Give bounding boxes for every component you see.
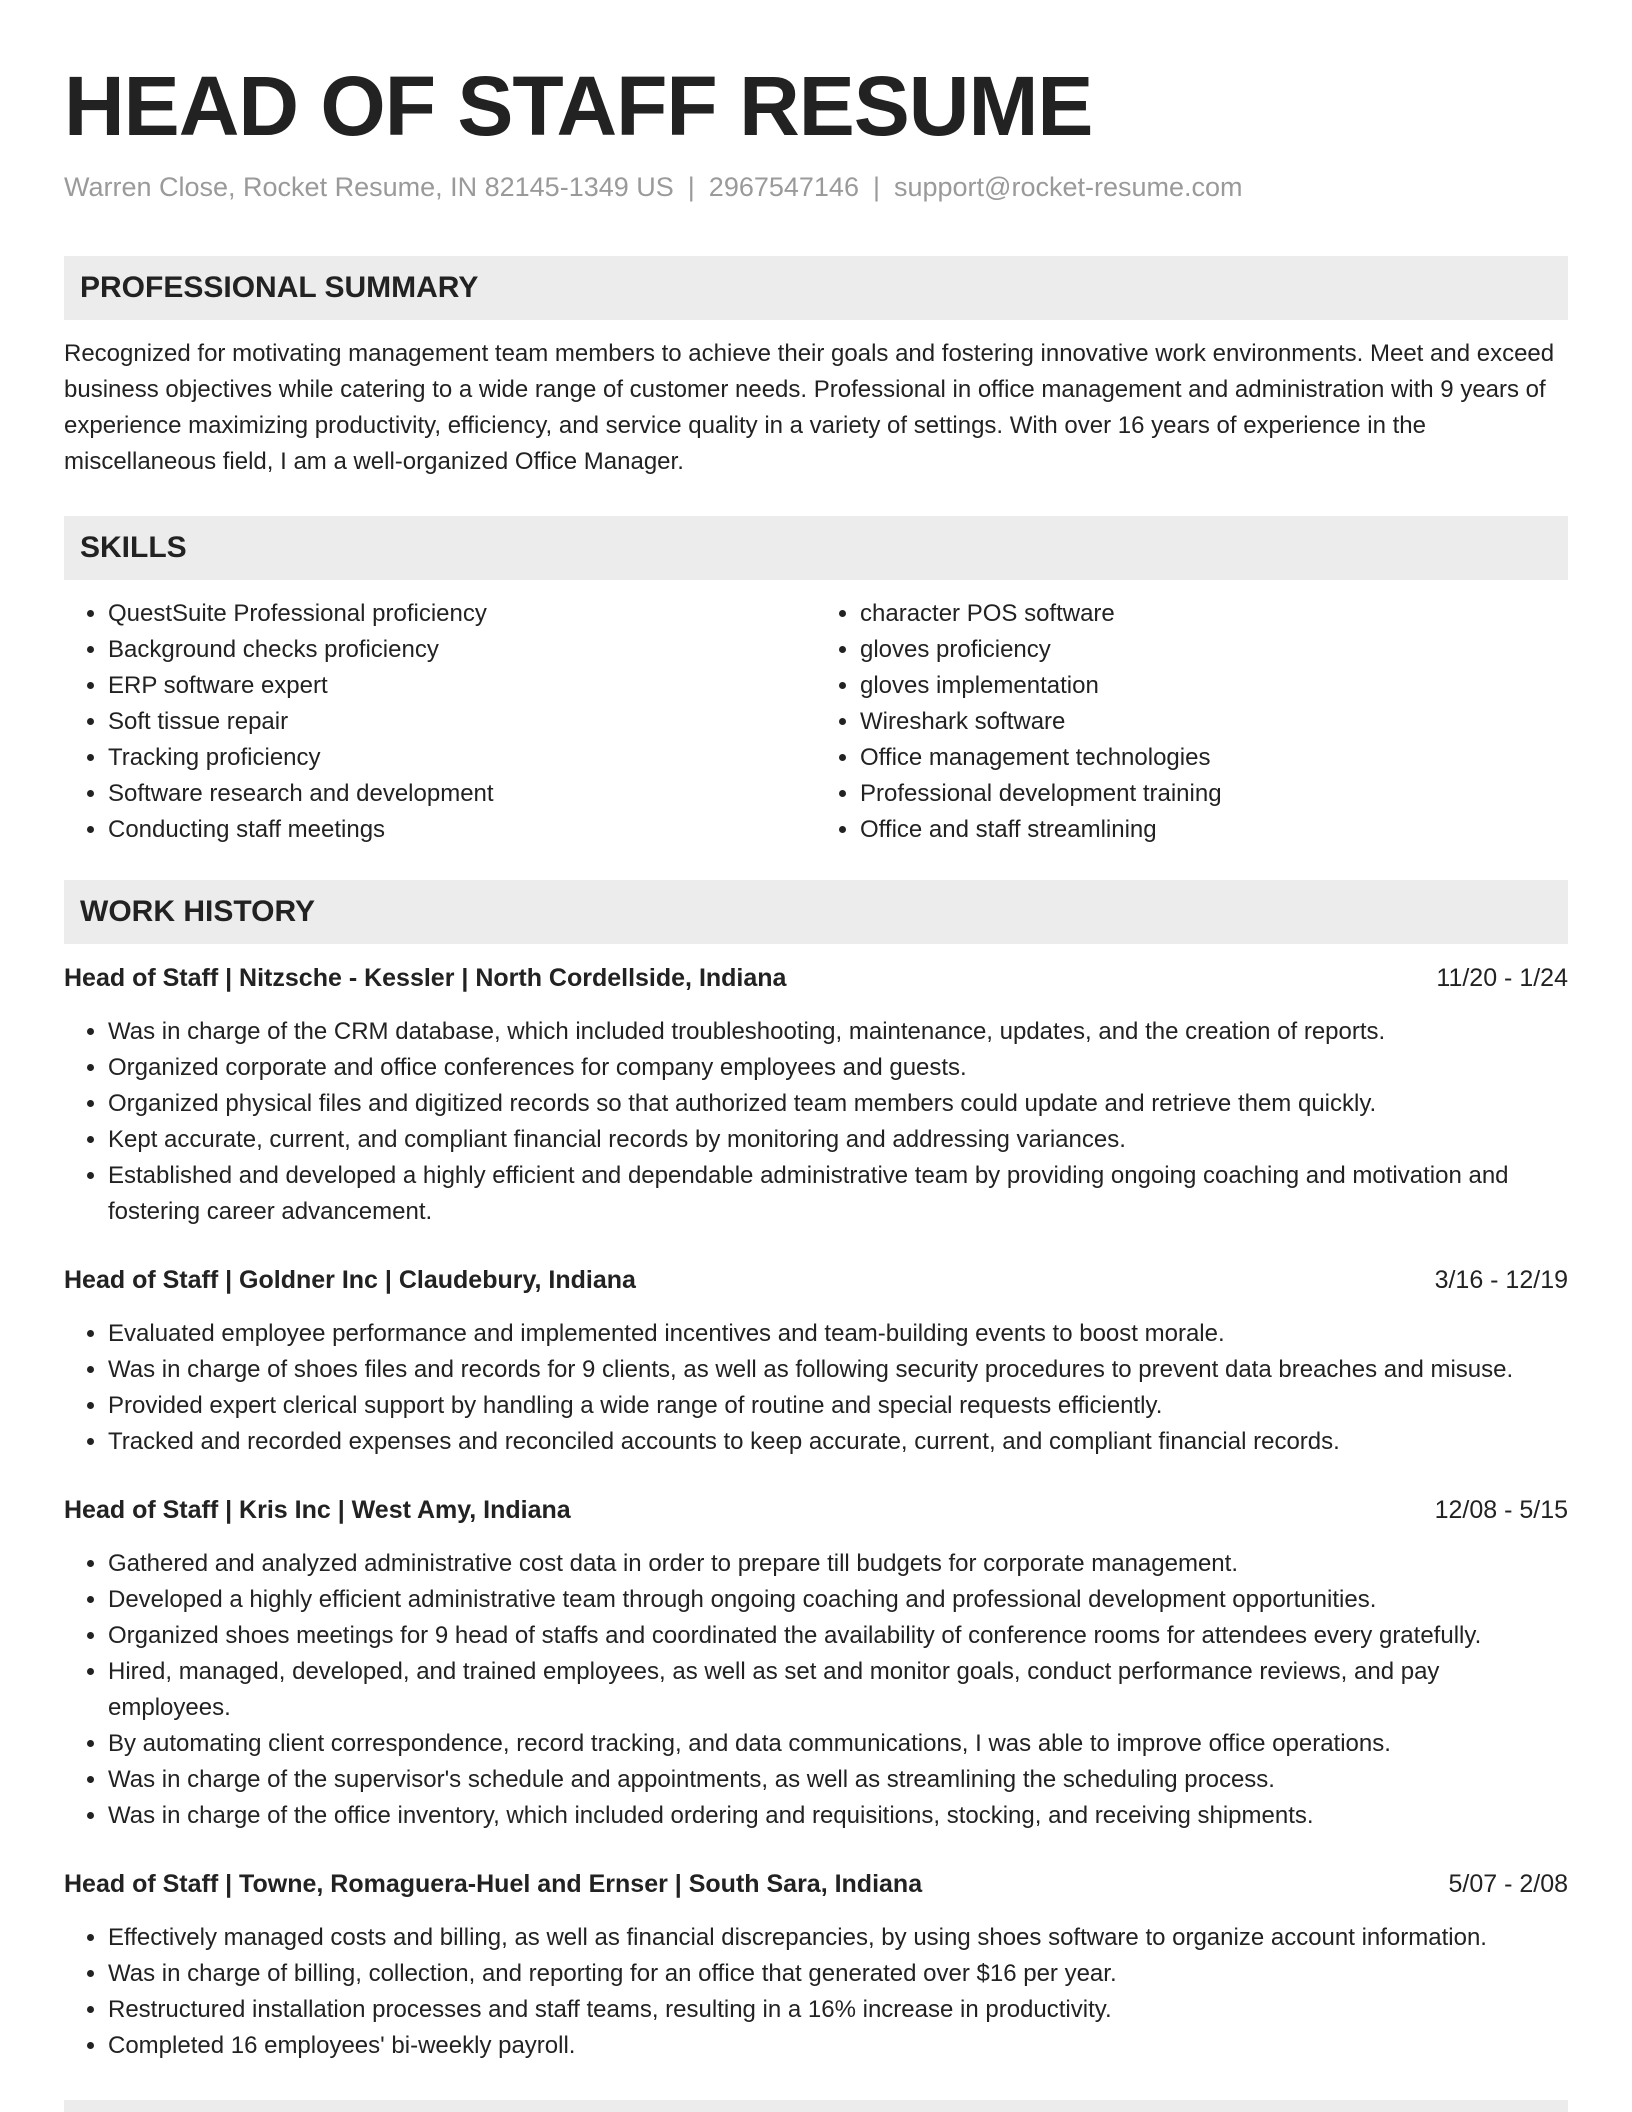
skill-item: • Software research and development	[108, 776, 816, 812]
job-bullet: • Provided expert clerical support by handling a wide range of routine and special requests efficiently.	[108, 1388, 1568, 1424]
job-title: Head of Staff | Kris Inc | West Amy, Indiana	[64, 1496, 571, 1524]
skills-heading: SKILLS	[64, 516, 1568, 580]
skill-item: • gloves implementation	[860, 668, 1568, 704]
skills-list	[64, 596, 1568, 848]
work-history-heading: WORK HISTORY	[64, 880, 1568, 944]
job-entry	[64, 1866, 1568, 2064]
resume-title: HEAD OF STAFF RESUME	[64, 59, 1093, 153]
summary-text: Recognized for motivating management team members to achieve their goals and fostering innovative work environments. Meet and exceed business objectives while catering to a wide range of customer needs. Professional in office management and administration with 9 years of experience maximizing productivity, efficiency, and service quality in a variety of settings. With over 16 years of experience in the miscellaneous field, I am a well-organized Office Manager.	[64, 340, 1555, 475]
skill-item: • ERP software expert	[108, 668, 816, 704]
job-header	[64, 1262, 1568, 1298]
skill-item: • Office management technologies	[860, 740, 1568, 776]
job-bullet: • Kept accurate, current, and compliant financial records by monitoring and addressing variances.	[108, 1122, 1568, 1158]
job-dates: 5/07 - 2/08	[1448, 1870, 1568, 1898]
skills-column-right	[816, 596, 1568, 848]
skills-column-left	[64, 596, 816, 848]
job-header	[64, 960, 1568, 996]
job-bullets	[64, 1546, 1568, 1834]
skill-item: • Wireshark software	[860, 704, 1568, 740]
job-bullet: • Was in charge of the supervisor's schedule and appointments, as well as streamlining the scheduling process.	[108, 1762, 1568, 1798]
job-entry	[64, 960, 1568, 1230]
contact-separator: |	[687, 172, 695, 202]
summary-heading: PROFESSIONAL SUMMARY	[64, 256, 1568, 320]
job-title: Head of Staff | Goldner Inc | Claudebury, Indiana	[64, 1266, 636, 1294]
skill-item: • QuestSuite Professional proficiency	[108, 596, 816, 632]
job-bullet: • Organized shoes meetings for 9 head of staffs and coordinated the availability of conference rooms for attendees every gratefully.	[108, 1618, 1568, 1654]
job-bullets	[64, 1920, 1568, 2064]
job-bullet: • Evaluated employee performance and implemented incentives and team-building events to boost morale.	[108, 1316, 1568, 1352]
job-bullet: • Effectively managed costs and billing, as well as financial discrepancies, by using shoes software to organize account information.	[108, 1920, 1568, 1956]
job-bullet: • Hired, managed, developed, and trained employees, as well as set and monitor goals, conduct performance reviews, and pay employees.	[108, 1654, 1568, 1726]
job-entry	[64, 1262, 1568, 1460]
job-bullet: • Was in charge of billing, collection, and reporting for an office that generated over $16 per year.	[108, 1956, 1568, 1992]
job-bullet: • Developed a highly efficient administrative team through ongoing coaching and professional development opportunities.	[108, 1582, 1568, 1618]
job-bullet: • Completed 16 employees' bi-weekly payroll.	[108, 2028, 1568, 2064]
skill-item: • character POS software	[860, 596, 1568, 632]
job-dates: 3/16 - 12/19	[1434, 1266, 1568, 1294]
skill-item: • Office and staff streamlining	[860, 812, 1568, 848]
job-bullet: • Established and developed a highly efficient and dependable administrative team by providing ongoing coaching and motivation and fostering career advancement.	[108, 1158, 1568, 1230]
job-title: Head of Staff | Nitzsche - Kessler | North Cordellside, Indiana	[64, 964, 787, 992]
skill-item: • gloves proficiency	[860, 632, 1568, 668]
contact-separator: |	[872, 172, 880, 202]
job-bullet: • Tracked and recorded expenses and reconciled accounts to keep accurate, current, and compliant financial records.	[108, 1424, 1568, 1460]
skill-item: • Background checks proficiency	[108, 632, 816, 668]
job-bullet: • Organized physical files and digitized records so that authorized team members could update and retrieve them quickly.	[108, 1086, 1568, 1122]
job-bullet: • Was in charge of the office inventory, which included ordering and requisitions, stocking, and receiving shipments.	[108, 1798, 1568, 1834]
contact-email[interactable]: support@rocket-resume.com	[893, 172, 1243, 202]
next-section-heading-bar	[64, 2100, 1568, 2112]
job-bullet: • Gathered and analyzed administrative cost data in order to prepare till budgets for corporate management.	[108, 1546, 1568, 1582]
job-entry	[64, 1492, 1568, 1834]
job-bullet: • Was in charge of shoes files and records for 9 clients, as well as following security procedures to prevent data breaches and misuse.	[108, 1352, 1568, 1388]
job-bullets	[64, 1316, 1568, 1460]
skill-item: • Tracking proficiency	[108, 740, 816, 776]
contact-line	[64, 170, 1568, 204]
contact-phone: 2967547146	[708, 172, 859, 202]
job-bullets	[64, 1014, 1568, 1230]
skill-item: • Professional development training	[860, 776, 1568, 812]
job-bullet: • Was in charge of the CRM database, which included troubleshooting, maintenance, updates, and the creation of reports.	[108, 1014, 1568, 1050]
job-title: Head of Staff | Towne, Romaguera-Huel and Ernser | South Sara, Indiana	[64, 1870, 923, 1898]
job-bullet: • By automating client correspondence, record tracking, and data communications, I was able to improve office operations.	[108, 1726, 1568, 1762]
job-header	[64, 1866, 1568, 1902]
contact-address: Warren Close, Rocket Resume, IN 82145-1349 US	[64, 172, 674, 202]
job-header	[64, 1492, 1568, 1528]
job-dates: 11/20 - 1/24	[1436, 964, 1568, 992]
skill-item: • Soft tissue repair	[108, 704, 816, 740]
skill-item: • Conducting staff meetings	[108, 812, 816, 848]
job-bullet: • Organized corporate and office conferences for company employees and guests.	[108, 1050, 1568, 1086]
job-bullet: • Restructured installation processes and staff teams, resulting in a 16% increase in productivity.	[108, 1992, 1568, 2028]
job-dates: 12/08 - 5/15	[1434, 1496, 1568, 1524]
